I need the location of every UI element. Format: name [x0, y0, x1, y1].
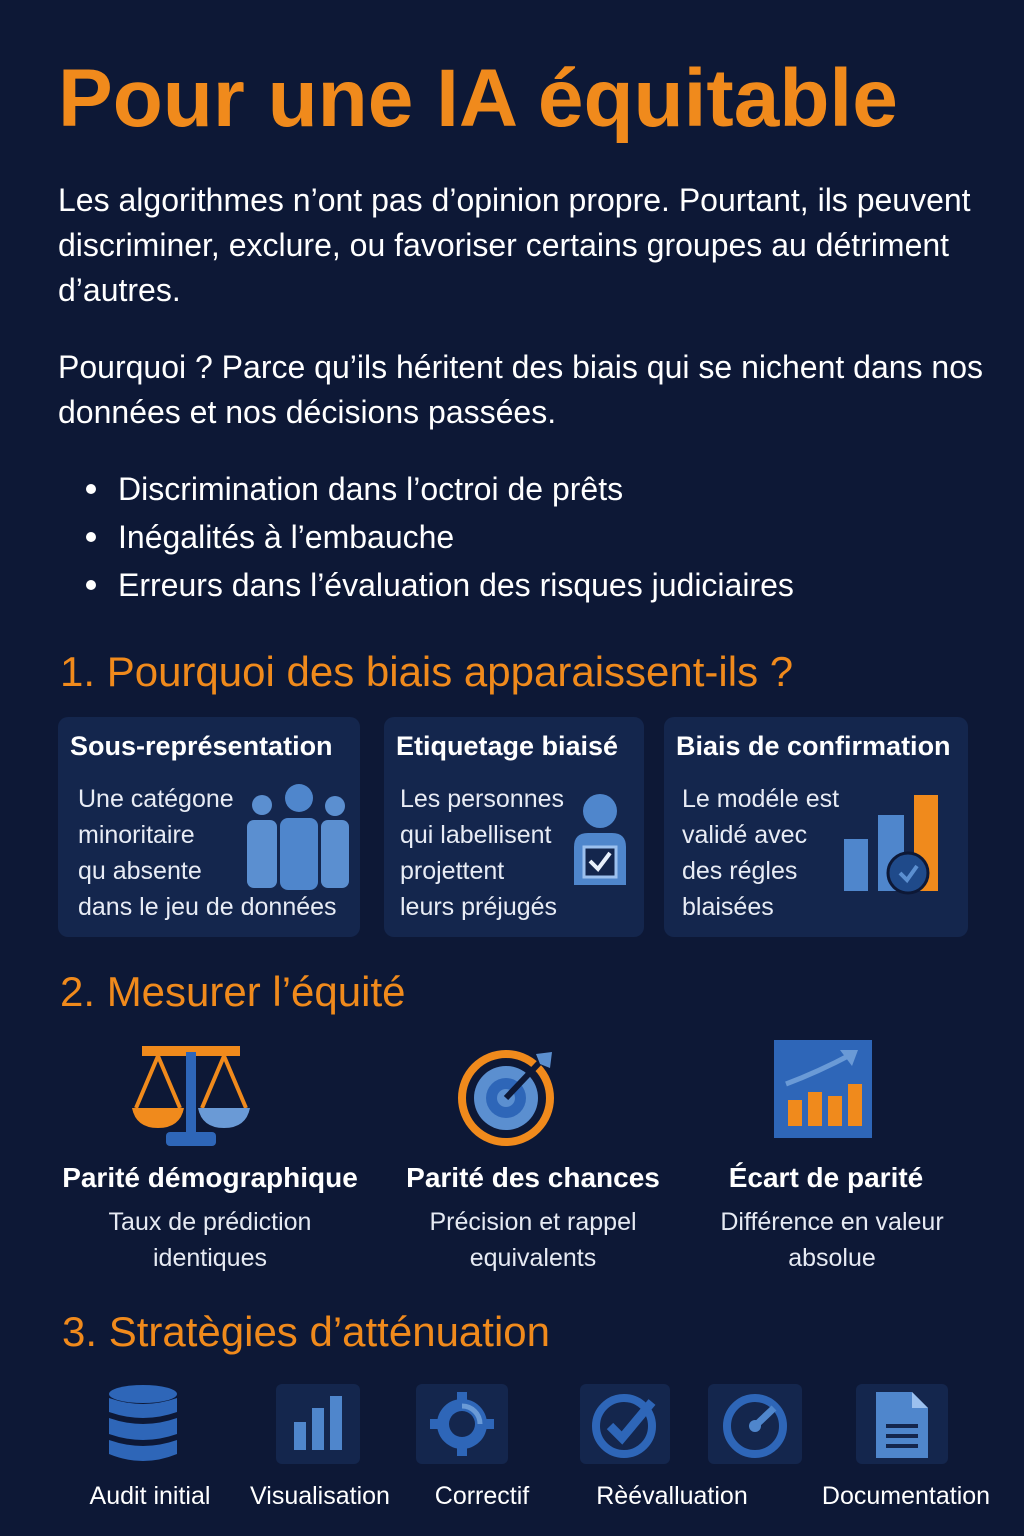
- card-title: Etiquetage biaisé: [396, 731, 619, 761]
- reevaluation-tile: [580, 1384, 670, 1464]
- card-title: Biais de confirmation: [676, 731, 951, 761]
- target-icon: [456, 1046, 562, 1146]
- database-icon: [106, 1384, 180, 1464]
- section-2-heading: 2. Mesurer l’équité: [60, 968, 406, 1015]
- bullet-icon: [86, 484, 96, 494]
- metric-title: Écart de parité: [728, 1162, 924, 1193]
- strategy-label-correctif: Correctif: [434, 1482, 530, 1510]
- list-item: Discrimination dans l’octroi de prêts: [80, 465, 794, 513]
- strategy-label-reevaluation: Rèévalluation: [596, 1482, 748, 1510]
- list-item: Erreurs dans l’évaluation des risques judiciaires: [80, 561, 794, 609]
- cause-card-underrepresentation: [58, 717, 360, 937]
- monitoring-tile: [708, 1384, 802, 1464]
- card-title: Sous-représentation: [70, 731, 333, 761]
- bar-chart-check-icon: [842, 791, 942, 895]
- cause-card-confirmation-bias: [664, 717, 968, 937]
- metric-text: Précision et rappel equivalents: [429, 1208, 637, 1272]
- metric-title: Parité démographique: [62, 1162, 358, 1193]
- intro-paragraph-1: Les algorithmes n’ont pas d’opinion propre. Pourtant, ils peuvent discriminer, exclure, ou favoriser certains groupes au détriment d’autres.: [58, 182, 971, 308]
- metric-equal-opportunity: [368, 1162, 698, 1276]
- scales-icon: [128, 1044, 254, 1148]
- gauge-icon: [708, 1384, 802, 1464]
- section-3-heading: 3. Stratègies d’atténuation: [62, 1308, 551, 1355]
- bullet-icon: [86, 532, 96, 542]
- strategy-label-documentation: Documentation: [821, 1482, 991, 1510]
- document-icon: [856, 1384, 948, 1464]
- card-text: Une catégone minoritaire qu absente dans le jeu de données: [78, 785, 337, 921]
- metric-text: Taux de prédiction identiques: [108, 1208, 312, 1272]
- bias-examples-list: [80, 465, 794, 609]
- card-text: Les personnes qui labellisent projettent leurs préjugés: [400, 785, 565, 921]
- intro-paragraph-2: Pourquoi ? Parce qu’ils héritent des biais qui se nichent dans nos données et nos décisions passées.: [58, 349, 984, 430]
- strategy-label-audit: Audit initial: [89, 1482, 211, 1510]
- gear-icon: [416, 1384, 508, 1464]
- metric-demographic-parity: [40, 1162, 380, 1276]
- metric-parity-gap: [680, 1162, 980, 1276]
- cause-card-biased-labeling: [384, 717, 644, 937]
- page-title: Pour une IA équitable: [58, 53, 898, 144]
- section-1-heading: 1. Pourquoi des biais apparaissent-ils ?: [60, 648, 794, 695]
- bar-chart-icon: [276, 1384, 360, 1464]
- metric-title: Parité des chances: [406, 1162, 660, 1193]
- check-circle-icon: [580, 1384, 670, 1464]
- documentation-tile: [856, 1384, 948, 1464]
- correctif-tile: [416, 1384, 508, 1464]
- visualisation-tile: [276, 1384, 360, 1464]
- card-text: Le modéle est validé avec des régles blaisées: [682, 785, 840, 921]
- strategy-label-visualisation: Visualisation: [250, 1482, 390, 1510]
- person-checkbox-icon: [570, 791, 630, 887]
- growth-chart-icon: [774, 1040, 874, 1140]
- bullet-icon: [86, 580, 96, 590]
- people-icon: [243, 782, 355, 890]
- metric-text: Différence en valeur absolue: [720, 1208, 944, 1272]
- list-item: Inégalités à l’embauche: [80, 513, 794, 561]
